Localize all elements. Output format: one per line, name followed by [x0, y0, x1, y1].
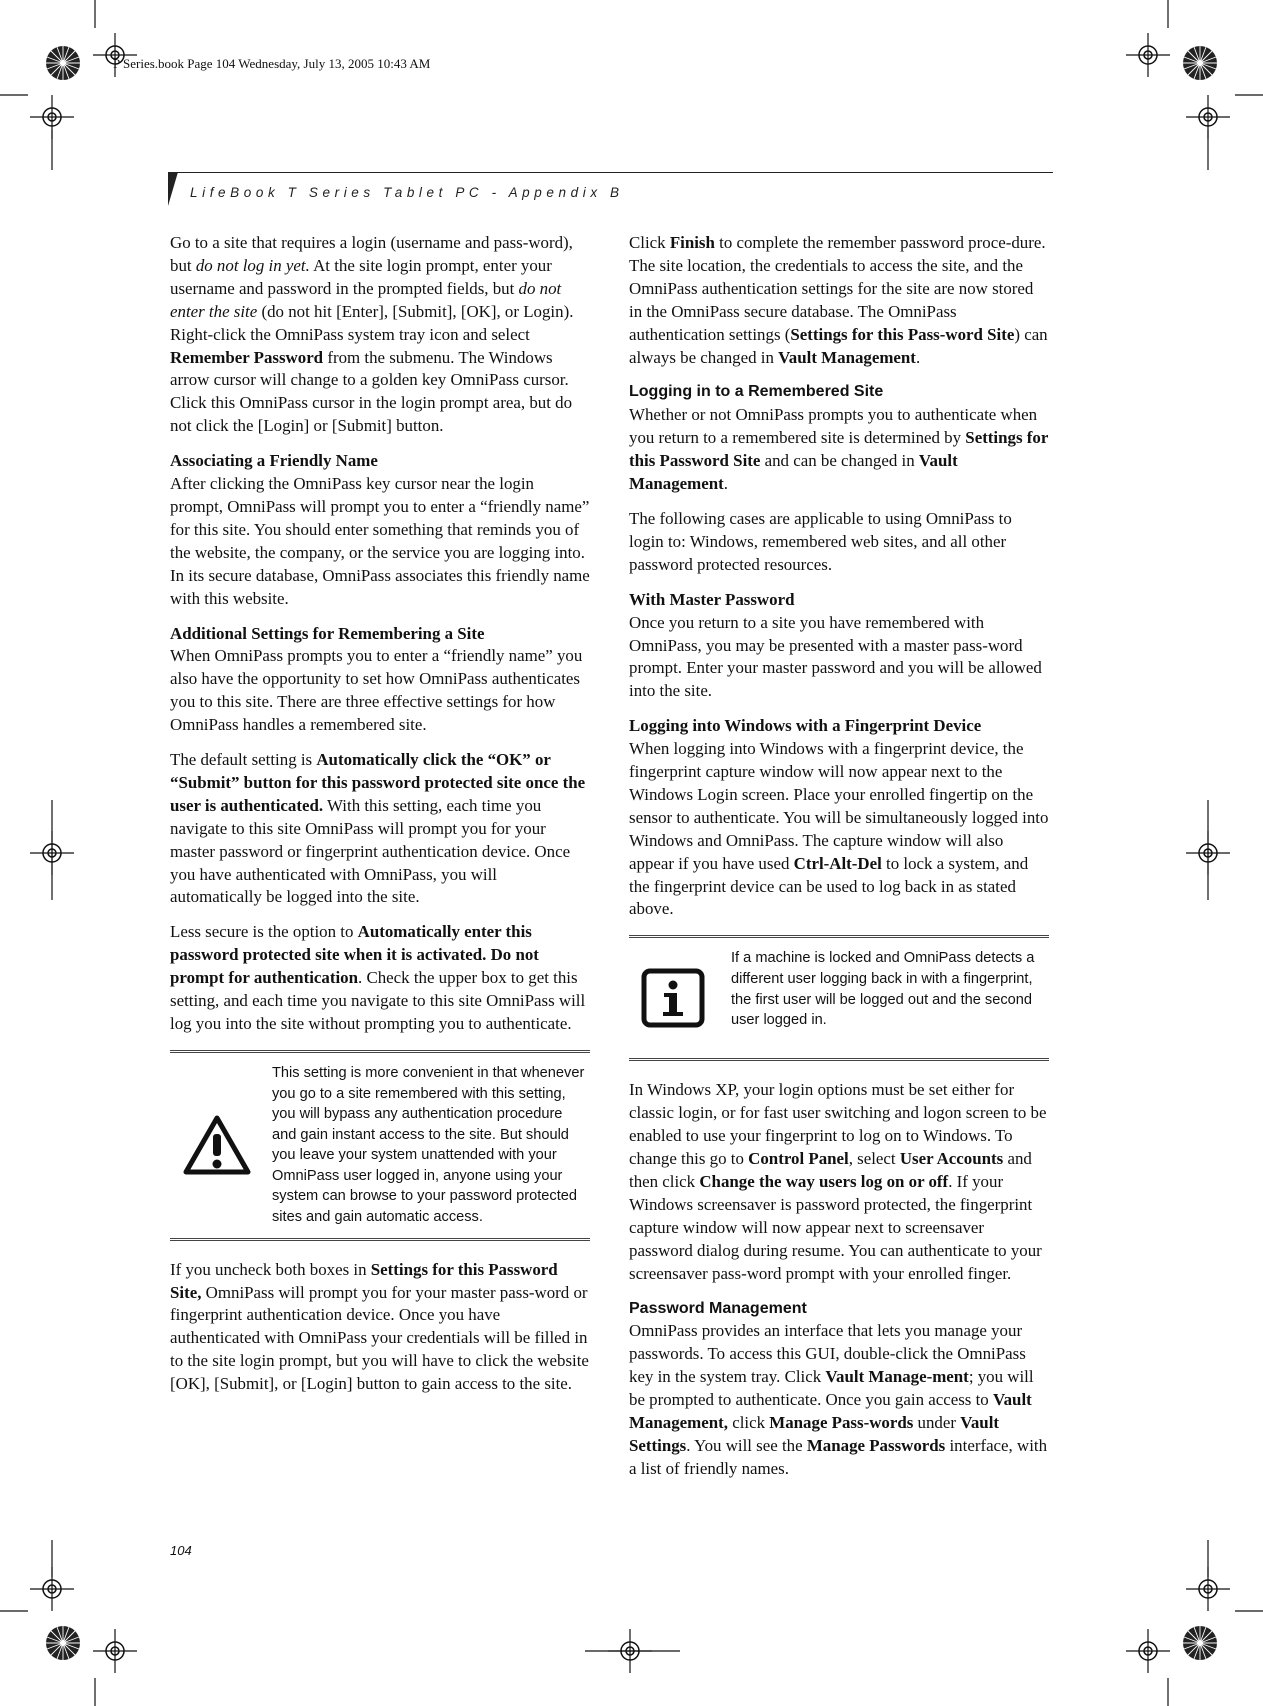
- section-friendly-name: Associating a Friendly Name After clicking the OmniPass key cursor near the login prompt, OmniPass will prompt you to enter a “friendly name” for this site. You should enter something that reminds you of the website, the company, or the service you are logging into. In its secure database, OmniPass associates this friendly name with this website.: [170, 451, 590, 608]
- paragraph-default-setting: The default setting is Automatically click the “OK” or “Submit” button for this password protected site once the user is authenticated. With this setting, each time you navigate to this site OmniPass will prompt you for your master password or fingerprint authentication device. Once you have authenticated with OmniPass, you will automatically be logged into the site.: [170, 750, 586, 907]
- paragraph-uncheck: If you uncheck both boxes in Settings for this Password Site, OmniPass will prompt you for your master pass-word or fingerprint authentication device. Once you have authenticated with OmniPass your credentials will be filled in to the site login prompt, but you will have to click the website [OK], [Submit], or [Login] button to gain access to the site.: [170, 1259, 589, 1394]
- section-additional-settings: Additional Settings for Remembering a Site When OmniPass prompts you to enter a “friendly name” you also have the opportunity to set how OmniPass authenticates you to this site. There are three effective settings for how OmniPass handles a remembered site.: [170, 623, 590, 738]
- header-rule: [168, 172, 1053, 173]
- section-logging-remembered-site: Logging in to a Remembered Site Whether or not OmniPass prompts you to authenticate when you return to a remembered site is determined by Settings for this Password Site and can be changed in Vault Management.: [629, 383, 1049, 494]
- heading-fingerprint-device: Logging into Windows with a Fingerprint Device: [629, 716, 982, 736]
- section-master-password: With Master Password Once you return to a site you have remembered with OmniPass, you may be presented with a master pass-word prompt. Enter your master password and you will be allowed into the site.: [629, 589, 1049, 704]
- section-fingerprint-device: Logging into Windows with a Fingerprint Device When logging into Windows with a fingerprint device, the fingerprint capture window will now appear next to the Windows Login screen. Place your enrolled fingertip on the sensor to authenticate. You will be simultaneously logged into Windows and OmniPass. The capture window will also appear if you have used Ctrl-Alt-Del to lock a system, and the fingerprint device can be used to log back in as stated above.: [629, 716, 1049, 919]
- paragraph-windows-xp: In Windows XP, your login options must be set either for classic login, or for fast user switching and logon screen to be enabled to use your fingerprint to log on to Windows. To change this go to Control Panel, select User Accounts and then click Change the way users log on or off. If your Windows screensaver is password protected, the fingerprint capture window will now appear next to screensaver password dialog during resume. You can authenticate to your screensaver pass-word prompt with your enrolled finger.: [629, 1080, 1047, 1283]
- heading-additional-settings: Additional Settings for Remembering a Site: [170, 623, 485, 643]
- info-icon: [641, 968, 705, 1028]
- left-column: [170, 232, 590, 1408]
- heading-logging-remembered-site: Logging in to a Remembered Site: [629, 383, 884, 401]
- info-note: [629, 935, 1049, 1061]
- header-notch: [168, 172, 178, 206]
- print-slug: P Series.book Page 104 Wednesday, July 13, 2005 10:43 AM: [113, 56, 431, 71]
- heading-master-password: With Master Password: [629, 589, 795, 609]
- heading-friendly-name: Associating a Friendly Name: [170, 451, 378, 471]
- right-column: [629, 232, 1049, 1493]
- warning-text: This setting is more convenient in that whenever you go to a site remembered with this setting, you will bypass any authentication procedure and gain instant access to the site. But should you leave your system unattended with your OmniPass user logged in, anyone using your system can browse to your password protected sites and gain automatic access.: [272, 1064, 585, 1226]
- running-head: [168, 170, 1053, 200]
- info-text: If a machine is locked and OmniPass detects a different user logging back in with a fingerprint, the first user will be logged out and the second user logged in.: [731, 950, 1035, 1029]
- warning-icon: [182, 1114, 252, 1176]
- paragraph-site-login: Go to a site that requires a login (username and pass-word), but do not log in yet. At the site login prompt, enter your username and password in the prompted fields, but do not enter the site (do not hit [Enter], [Submit], [OK], or Login). Right-click the OmniPass system tray icon and select Remember Password from the submenu. The Windows arrow cursor will change to a golden key OmniPass cursor. Click this OmniPass cursor in the login prompt area, but do not click the [Login] or [Submit] button.: [170, 233, 574, 436]
- paragraph-finish: Click Finish to complete the remember password proce-dure. The site location, the credentials to access the site, and the OmniPass authentication settings for the site are now stored in the OmniPass secure database. The OmniPass authentication settings (Settings for this Pass-word Site) can always be changed in Vault Management.: [629, 233, 1048, 367]
- running-head-title: LifeBook T Series Tablet PC - Appendix B: [190, 185, 624, 200]
- heading-password-management: Password Management: [629, 1299, 807, 1317]
- warning-note: [170, 1050, 590, 1241]
- page-number: 104: [170, 1543, 192, 1558]
- paragraph-less-secure: Less secure is the option to Automatically enter this password protected site when it is activated. Do not prompt for authentication. Check the upper box to get this setting, and each time you navigate to this site OmniPass will log you into the site without prompting you to authenticate.: [170, 922, 586, 1033]
- paragraph-cases: The following cases are applicable to using OmniPass to login to: Windows, remembered web sites, and all other password protected resources.: [629, 508, 1012, 574]
- section-password-management: Password Management OmniPass provides an interface that lets you manage your passwords. To access this GUI, double-click the OmniPass key in the system tray. Click Vault Manage-ment; you will be prompted to authenticate. Once you gain access to Vault Management, click Manage Pass-words under Vault Settings. You will see the Manage Passwords interface, with a list of friendly names.: [629, 1299, 1048, 1478]
